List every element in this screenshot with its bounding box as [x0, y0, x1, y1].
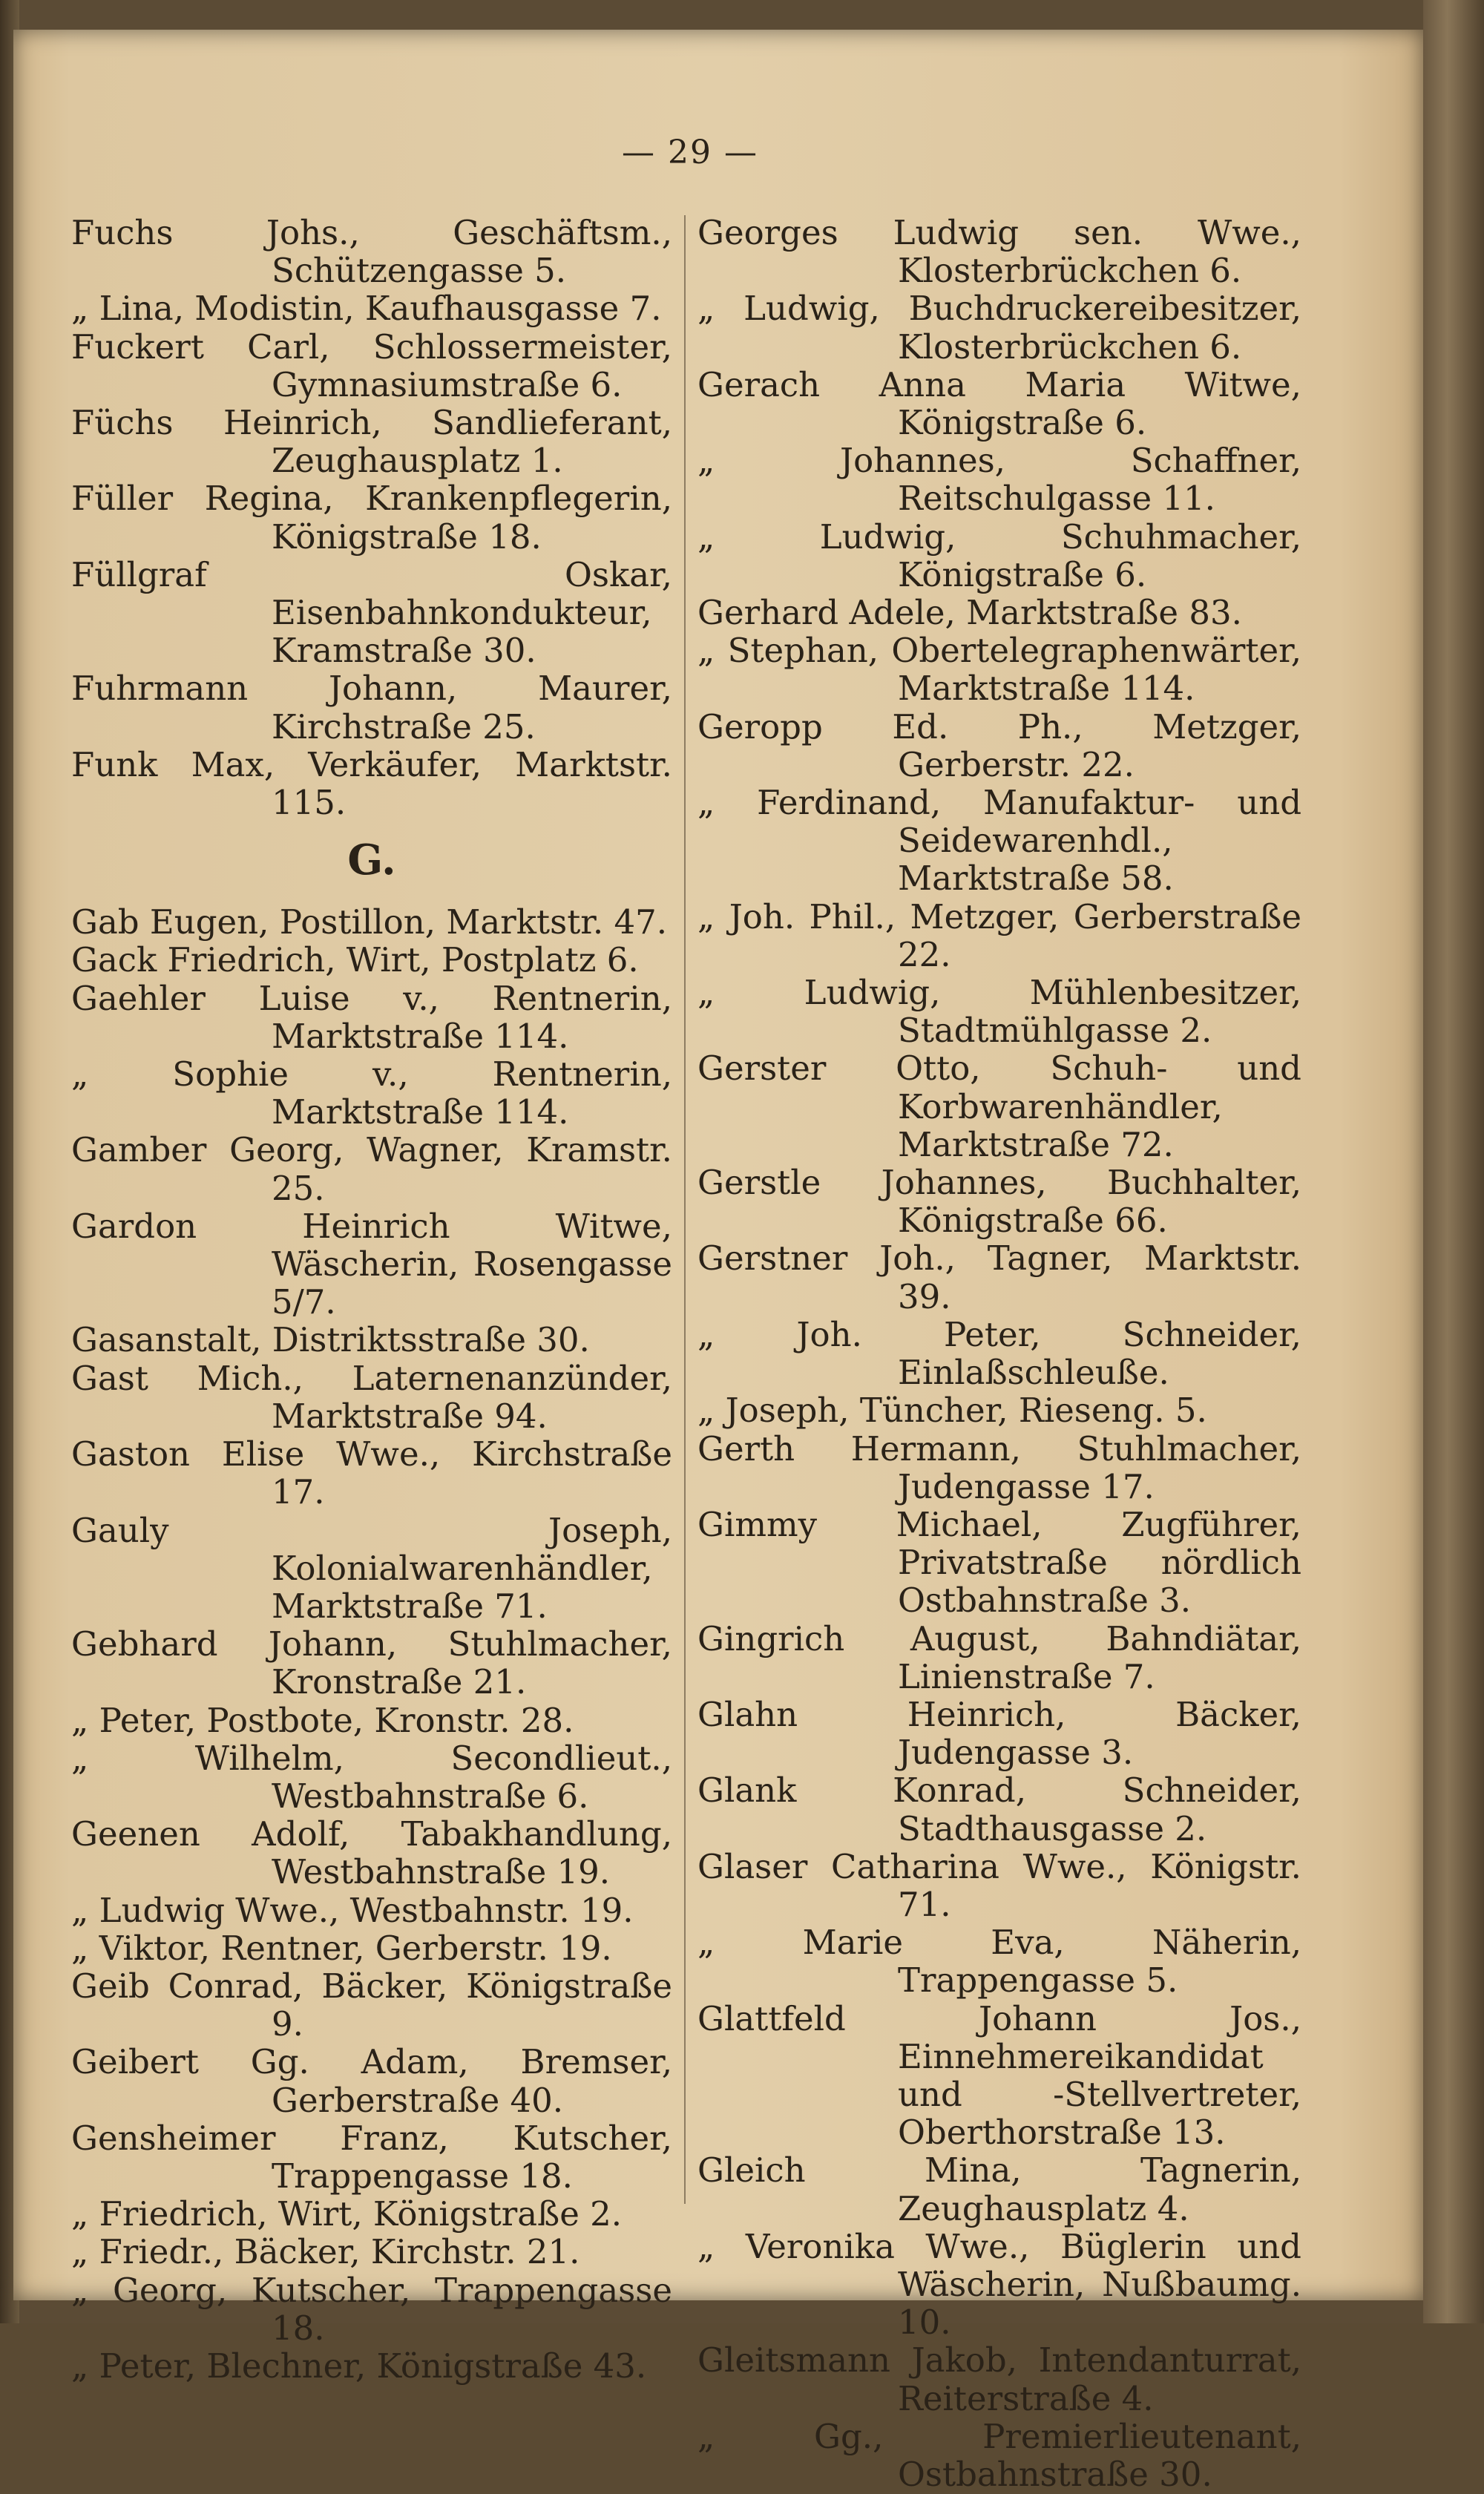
directory-entry: Gensheimer Franz, Kutscher, Trappengasse 18. — [71, 2118, 672, 2196]
directory-entry: Gerach Anna Maria Witwe, Königstraße 6. — [697, 364, 1301, 443]
directory-entry: Fuhrmann Johann, Maurer, Kirchstraße 25. — [71, 669, 672, 746]
left-column — [71, 214, 672, 2385]
directory-entry: „ Ludwig Wwe., Westbahnstr. 19. — [71, 1890, 634, 1930]
directory-entry: „ Gg., Premierlieutenant, Ostbahnstraße 30. — [697, 2416, 1301, 2494]
directory-entry: „ Lina, Modistin, Kaufhausgasse 7. — [71, 289, 662, 329]
directory-entry: Gebhard Johann, Stuhlmacher, Kronstraße 21. — [71, 1624, 672, 1702]
page-number: — 29 — — [622, 134, 758, 171]
directory-entry: Gingrich August, Bahndiätar, Linienstraße 7. — [697, 1618, 1301, 1696]
directory-entry: „ Joseph, Tüncher, Rieseng. 5. — [697, 1391, 1207, 1431]
directory-entry: Geropp Ed. Ph., Metzger, Gerberstr. 22. — [697, 706, 1301, 784]
directory-entry: Fuckert Carl, Schlossermeister, Gymnasiumstraße 6. — [71, 326, 672, 404]
directory-entry: Füllgraf Oskar, Eisenbahnkondukteur, Kramstraße 30. — [71, 554, 672, 671]
directory-entry: Funk Max, Verkäufer, Marktstr. 115. — [71, 744, 672, 823]
directory-entry: „ Peter, Postbote, Kronstr. 28. — [71, 1700, 574, 1740]
directory-entry: „ Ludwig, Mühlenbesitzer, Stadtmühlgasse 2. — [697, 973, 1301, 1051]
directory-entry: Gasanstalt, Distriktsstraße 30. — [71, 1320, 590, 1360]
directory-entry: Fuchs Johs., Geschäftsm., Schützengasse 5. — [71, 213, 672, 291]
directory-entry: Geenen Adolf, Tabakhandlung, Westbahnstraße 19. — [71, 1814, 672, 1892]
directory-entry: „ Friedrich, Wirt, Königstraße 2. — [71, 2194, 623, 2234]
directory-entry: Gardon Heinrich Witwe, Wäscherin, Rosengasse 5/7. — [71, 1206, 672, 1322]
directory-entry: Gab Eugen, Postillon, Marktstr. 47. — [71, 902, 668, 942]
directory-entry: Gaston Elise Wwe., Kirchstraße 17. — [71, 1434, 672, 1512]
directory-entry: „ Joh. Peter, Schneider, Einlaßschleuße. — [697, 1314, 1301, 1393]
directory-entry: Füchs Heinrich, Sandlieferant, Zeughausplatz 1. — [71, 403, 672, 481]
directory-entry: Glattfeld Johann Jos., Einnehmereikandidat und -Stellvertreter, Oberthorstraße 13. — [697, 1998, 1301, 2153]
directory-entry: Glaser Catharina Wwe., Königstr. 71. — [697, 1846, 1301, 1924]
directory-entry: Gerhard Adele, Marktstraße 83. — [697, 593, 1242, 633]
directory-entry: „ Joh. Phil., Metzger, Gerberstraße 22. — [697, 896, 1301, 974]
directory-entry: Gerster Otto, Schuh- und Korbwarenhändler, Marktstraße 72. — [697, 1049, 1301, 1164]
directory-entry: „ Ludwig, Schuhmacher, Königstraße 6. — [697, 516, 1301, 594]
directory-entry: „ Wilhelm, Secondlieut., Westbahnstraße 6. — [71, 1738, 672, 1816]
directory-entry: Gleich Mina, Tagnerin, Zeughausplatz 4. — [697, 2150, 1301, 2228]
directory-entry: Glahn Heinrich, Bäcker, Judengasse 3. — [697, 1694, 1301, 1773]
directory-entry: Geib Conrad, Bäcker, Königstraße 9. — [71, 1966, 672, 2044]
book-page-edges — [1423, 0, 1484, 2323]
directory-entry: „ Peter, Blechner, Königstraße 43. — [71, 2346, 647, 2386]
directory-entry: Gerstle Johannes, Buchhalter, Königstraße 66. — [697, 1163, 1301, 1241]
directory-entry: „ Johannes, Schaffner, Reitschulgasse 11. — [697, 441, 1301, 519]
directory-entry: „ Veronika Wwe., Büglerin und Wäscherin, Nußbaumg. 10. — [697, 2226, 1301, 2343]
column-divider — [684, 215, 686, 2204]
directory-entry: „ Georg, Kutscher, Trappengasse 18. — [71, 2270, 672, 2348]
directory-entry: Gauly Joseph, Kolonialwarenhändler, Marktstraße 71. — [71, 1510, 672, 1626]
directory-entry: Gack Friedrich, Wirt, Postplatz 6. — [71, 940, 639, 980]
directory-entry: „ Sophie v., Rentnerin, Marktstraße 114. — [71, 1054, 672, 1132]
directory-entry: „ Marie Eva, Näherin, Trappengasse 5. — [697, 1923, 1301, 2001]
directory-entry: „ Viktor, Rentner, Gerberstr. 19. — [71, 1928, 612, 1968]
directory-entry: Gast Mich., Laternenanzünder, Marktstraße 94. — [71, 1358, 672, 1436]
directory-entry: „ Ludwig, Buchdruckereibesitzer, Klosterbrückchen 6. — [697, 289, 1301, 367]
directory-entry: Gamber Georg, Wagner, Kramstr. 25. — [71, 1130, 672, 1208]
right-column — [697, 214, 1301, 2493]
right-entries — [697, 214, 1301, 2493]
left-entries-bottom — [71, 903, 672, 2385]
directory-entry: Georges Ludwig sen. Wwe., Klosterbrückchen 6. — [697, 213, 1301, 291]
directory-entry: Glank Konrad, Schneider, Stadthausgasse 2. — [697, 1771, 1301, 1848]
directory-entry: Gimmy Michael, Zugführer, Privatstraße nördlich Ostbahnstraße 3. — [697, 1504, 1301, 1621]
section-heading: G. — [347, 836, 396, 885]
directory-entry: Füller Regina, Krankenpflegerin, Königstraße 18. — [71, 479, 672, 557]
directory-entry: Gaehler Luise v., Rentnerin, Marktstraße 114. — [71, 978, 672, 1056]
directory-entry: Gerth Hermann, Stuhlmacher, Judengasse 17. — [697, 1428, 1301, 1506]
directory-entry: „ Stephan, Obertelegraphenwärter, Marktstraße 114. — [697, 631, 1301, 709]
directory-entry: „ Friedr., Bäcker, Kirchstr. 21. — [71, 2232, 580, 2272]
directory-entry: Geibert Gg. Adam, Bremser, Gerberstraße 40. — [71, 2042, 672, 2120]
directory-entry: Gleitsmann Jakob, Intendanturrat, Reiterstraße 4. — [697, 2340, 1301, 2418]
directory-entry: Gerstner Joh., Tagner, Marktstr. 39. — [697, 1238, 1301, 1316]
directory-entry: „ Ferdinand, Manufaktur- und Seidewarenhdl., Marktstraße 58. — [697, 783, 1301, 899]
left-entries-top — [71, 214, 672, 821]
